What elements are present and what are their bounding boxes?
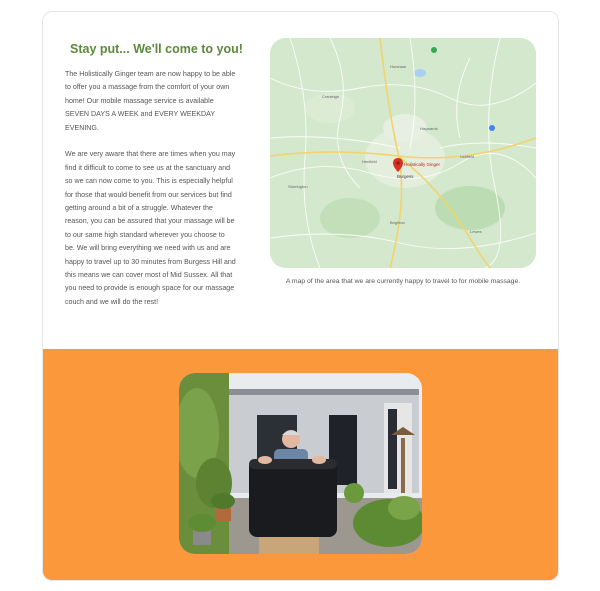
poi-icon (431, 47, 437, 53)
massage-photo (179, 373, 422, 554)
photo-band (43, 349, 558, 580)
paragraph-details: We are very aware that there are times when you may find it difficult to come to see us at the sanctuary and so we can now come to you. This is especially helpful for those that would benefit from our services but find getting around a bit of a struggle. Whatever the reason, you can be assured that your massage will be to our same high standard wherever you choose to be. We will bring everything we need with us and are happy to travel up to 30 minutes from Burgess Hill and this means we can cover most of Mid Sussex. All that you need to provide is enough space for our massage couch and we will do the rest! (65, 150, 236, 306)
photo-graphic (179, 373, 422, 554)
section-title: Stay put... We'll come to you! (70, 42, 243, 56)
paragraph-intro: The Holistically Ginger team are now happy to be able to offer you a massage from the comfort of your own home! Our mobile massage service is available SEVEN DAYS A WEEK and EVERY WEEKDAY EVENING. (65, 70, 236, 132)
svg-text:Uckfield: Uckfield (460, 154, 475, 159)
content-card (42, 11, 559, 581)
svg-text:Lewes: Lewes (470, 229, 482, 234)
poi-icon (489, 125, 495, 131)
svg-text:Haywards: Haywards (420, 126, 438, 131)
svg-text:Horsham: Horsham (390, 64, 407, 69)
svg-text:Cranleigh: Cranleigh (322, 94, 340, 99)
town-label: Burgess (397, 174, 414, 179)
svg-text:Storrington: Storrington (288, 184, 308, 189)
service-area-map[interactable] (270, 38, 536, 268)
pin-label: Holistically Ginger (404, 162, 441, 167)
mobile-massage-section (43, 12, 558, 349)
map-graphic (270, 38, 536, 268)
svg-text:Henfield: Henfield (362, 159, 377, 164)
svg-text:Brighton: Brighton (390, 220, 405, 225)
map-caption: A map of the area that we are currently happy to travel to for mobile massage. (285, 278, 521, 285)
section-body (65, 68, 236, 323)
